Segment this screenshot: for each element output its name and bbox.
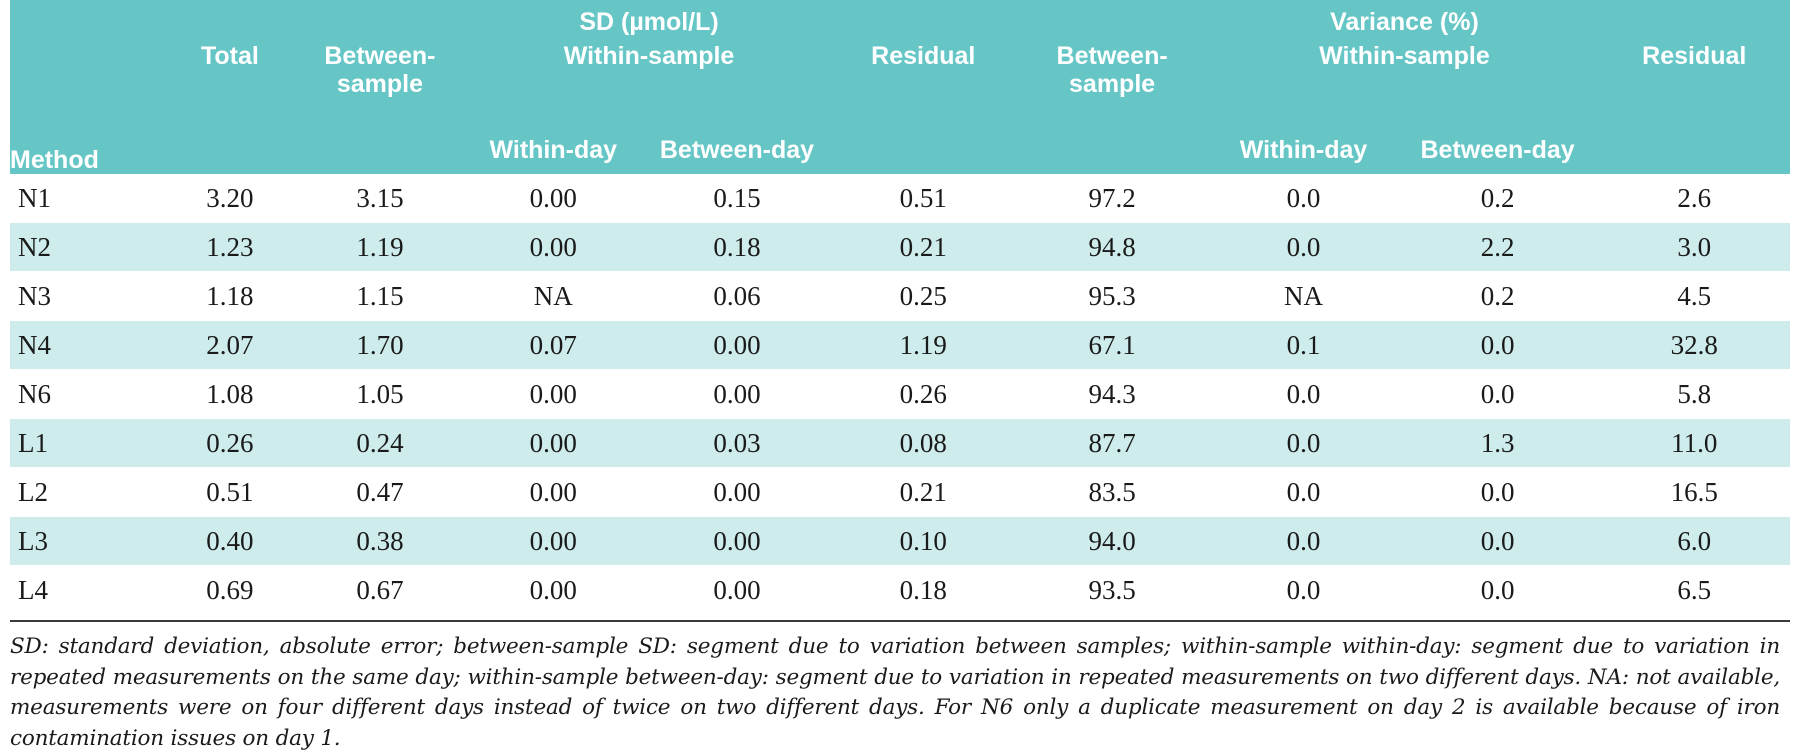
- table-row: [10, 370, 1790, 419]
- column-header-total: Total: [165, 38, 294, 174]
- table-cell-var_between_day: 0.0: [1480, 574, 1515, 605]
- table-cell-sd_within_day: 0.00: [529, 574, 577, 605]
- table-cell-sd_between_day: 0.15: [641, 174, 832, 223]
- table-cell-sd_total: 2.07: [165, 321, 294, 370]
- table-cell-sd_between_sample: 1.70: [295, 321, 466, 370]
- precision-table: [10, 0, 1790, 614]
- table-cell-sd_residual: 0.21: [833, 468, 1014, 517]
- table-cell-sd_residual: 0.08: [833, 419, 1014, 468]
- table-cell-sd_between_day: 0.18: [641, 223, 832, 272]
- group-spacer-var-between: [1014, 0, 1211, 38]
- column-header-var-within-sample: Within-sample: [1210, 38, 1598, 116]
- table-cell-var_between_sample: 94.3: [1014, 370, 1211, 419]
- table-row: [10, 419, 1790, 468]
- table-cell-var_between_sample: 67.1: [1014, 321, 1211, 370]
- table-cell-sd_between_day: 0.06: [641, 272, 832, 321]
- group-spacer-residual: [833, 0, 1014, 38]
- table-cell-sd_total: 0.69: [206, 574, 254, 605]
- column-header-within-sample: Within-sample: [465, 38, 832, 116]
- table-cell-method: L2: [10, 468, 165, 517]
- column-header-between-sample-line2: sample: [336, 70, 424, 98]
- table-cell-var_residual: 5.8: [1598, 370, 1790, 419]
- table-cell-var_residual: 6.0: [1598, 517, 1790, 566]
- table-cell-sd_total: 1.18: [165, 272, 294, 321]
- table-row: [10, 174, 1790, 223]
- table-cell-sd_residual: 0.26: [833, 370, 1014, 419]
- table-cell-sd_total: 1.23: [165, 223, 294, 272]
- table-cell-var_between_day: 0.0: [1397, 468, 1599, 517]
- table-cell-sd_total: 0.26: [165, 419, 294, 468]
- table-cell-var_between_day: 0.0: [1397, 321, 1599, 370]
- table-cell-sd_between_day: 0.00: [641, 468, 832, 517]
- table-cell-sd_within_day: 0.07: [465, 321, 641, 370]
- table-cell-var_between_day: 0.2: [1397, 174, 1599, 223]
- table-cell-var_residual: 6.5: [1677, 574, 1712, 605]
- table-cell-var_between_day: 0.2: [1397, 272, 1599, 321]
- group-spacer-total: [165, 0, 294, 38]
- table-cell-sd_within_day: 0.00: [465, 517, 641, 566]
- table-cell-method: N6: [10, 370, 165, 419]
- table-cell-var_within_day: 0.0: [1210, 419, 1396, 468]
- table-cell-sd_within_day: 0.00: [465, 370, 641, 419]
- table-cell-sd_residual: 0.51: [833, 174, 1014, 223]
- table-cell-method: L3: [10, 517, 165, 566]
- table-cell-sd_total: 0.40: [165, 517, 294, 566]
- table-cell-var_residual: 32.8: [1598, 321, 1790, 370]
- table-cell-var_within_day: 0.0: [1210, 370, 1396, 419]
- column-header-var-between-sample-line2: sample: [1069, 70, 1156, 98]
- table-cell-var_within_day: 0.0: [1210, 468, 1396, 517]
- table-cell-sd_total: 3.20: [165, 174, 294, 223]
- table-cell-sd_between_sample: 1.05: [295, 370, 466, 419]
- table-cell-sd_within_day: 0.00: [465, 174, 641, 223]
- table-cell-var_between_day: 0.0: [1397, 370, 1599, 419]
- table-cell-var_within_day: NA: [1210, 272, 1396, 321]
- table-cell-sd_between_sample: 0.47: [295, 468, 466, 517]
- column-header-var-between-day: Between-day: [1397, 116, 1599, 174]
- table-header-row: [10, 38, 1790, 116]
- table-cell-method: N1: [10, 174, 165, 223]
- table-cell-var_between_sample: 97.2: [1014, 174, 1211, 223]
- table-cell-method: N4: [10, 321, 165, 370]
- table-cell-var_between_sample: 94.0: [1014, 517, 1211, 566]
- column-header-between-day: Between-day: [641, 116, 832, 174]
- table-cell-var_between_day: 0.0: [1397, 517, 1599, 566]
- table-cell-sd_residual: 0.21: [833, 223, 1014, 272]
- group-spacer-var-residual: [1598, 0, 1790, 38]
- column-header-var-between-sample-line1: Between-: [1056, 42, 1168, 70]
- table-cell-sd_between_day: 0.03: [641, 419, 832, 468]
- table-cell-var_between_sample: 95.3: [1014, 272, 1211, 321]
- table-cell-sd_between_day: 0.00: [713, 574, 761, 605]
- table-cell-var_residual: 3.0: [1598, 223, 1790, 272]
- table-cell-var_between_day: 2.2: [1397, 223, 1599, 272]
- group-header-sd: SD (µmol/L): [465, 0, 832, 38]
- table-row: [10, 468, 1790, 517]
- table-cell-var_between_sample: 94.8: [1014, 223, 1211, 272]
- table-cell-var_between_sample: 87.7: [1014, 419, 1211, 468]
- table-cell-sd_between_sample: 1.19: [295, 223, 466, 272]
- table-cell-sd_between_day: 0.00: [641, 321, 832, 370]
- table-cell-method: N2: [10, 223, 165, 272]
- table-cell-method: L4: [18, 574, 48, 605]
- table-cell-sd_between_sample: 0.67: [356, 574, 404, 605]
- table-cell-sd_between_day: 0.00: [641, 517, 832, 566]
- column-header-between-sample: [295, 38, 466, 174]
- table-cell-sd_residual: 0.10: [833, 517, 1014, 566]
- table-row: [10, 517, 1790, 566]
- table-cell-sd_within_day: 0.00: [465, 223, 641, 272]
- table-cell-var_residual: 4.5: [1598, 272, 1790, 321]
- table-cell-var_within_day: 0.0: [1286, 574, 1321, 605]
- column-header-method: Method: [10, 38, 165, 174]
- table-cell-sd_between_sample: 0.38: [295, 517, 466, 566]
- table-cell-var_within_day: 0.0: [1210, 517, 1396, 566]
- table-cell-sd_within_day: 0.00: [465, 468, 641, 517]
- column-header-var-residual: Residual: [1598, 38, 1790, 174]
- table-cell-sd_between_sample: 0.24: [295, 419, 466, 468]
- column-header-within-day: Within-day: [465, 116, 641, 174]
- table-cell-var_between_sample: 93.5: [1088, 574, 1136, 605]
- table-cell-sd_residual: 0.18: [899, 574, 947, 605]
- table-body: [10, 174, 1790, 614]
- table-group-header-row: [10, 0, 1790, 38]
- table-footnote: SD: standard deviation, absolute error; between-sample SD: segment due to variation between samples; within-sample within-day: segment due to variation in repeated measurements on the same day; within-sample between-day: segment due to variation in repeated measurements on two different days. NA: not available, measurements were on four different days instead of twice on two different days. For N6 only a duplicate measurement on day 2 is available because of iron contamination issues on day 1.: [10, 634, 1780, 751]
- table-cell-sd_between_sample: 1.15: [295, 272, 466, 321]
- table-cell-sd_within_day: NA: [465, 272, 641, 321]
- table-cell-sd_residual: 0.25: [833, 272, 1014, 321]
- table-cell-sd_total: 1.08: [165, 370, 294, 419]
- table-cell-method: L1: [10, 419, 165, 468]
- table-row: [10, 566, 1790, 615]
- group-header-variance: Variance (%): [1210, 0, 1598, 38]
- table-cell-var_residual: 11.0: [1598, 419, 1790, 468]
- column-header-var-within-day: Within-day: [1210, 116, 1396, 174]
- table-cell-sd_within_day: 0.00: [465, 419, 641, 468]
- table-cell-var_residual: 2.6: [1598, 174, 1790, 223]
- table-cell-var_residual: 16.5: [1598, 468, 1790, 517]
- table-row: [10, 321, 1790, 370]
- group-spacer-method: [10, 0, 165, 38]
- table-row: [10, 223, 1790, 272]
- table-bottom-rule: [10, 620, 1790, 622]
- group-spacer-between: [295, 0, 466, 38]
- table-cell-sd_between_sample: 3.15: [295, 174, 466, 223]
- table-cell-sd_residual: 1.19: [833, 321, 1014, 370]
- table-cell-var_between_day: 1.3: [1397, 419, 1599, 468]
- table-cell-method: N3: [10, 272, 165, 321]
- table-row: [10, 272, 1790, 321]
- table-cell-var_within_day: 0.0: [1210, 223, 1396, 272]
- column-header-var-between-sample: [1014, 38, 1211, 174]
- table-head: [10, 0, 1790, 174]
- table-cell-var_within_day: 0.0: [1210, 174, 1396, 223]
- column-header-residual: Residual: [833, 38, 1014, 174]
- table-cell-sd_between_day: 0.00: [641, 370, 832, 419]
- column-header-between-sample-line1: Between-: [324, 42, 436, 70]
- table-cell-var_between_sample: 83.5: [1014, 468, 1211, 517]
- table-cell-sd_total: 0.51: [165, 468, 294, 517]
- table-cell-var_within_day: 0.1: [1210, 321, 1396, 370]
